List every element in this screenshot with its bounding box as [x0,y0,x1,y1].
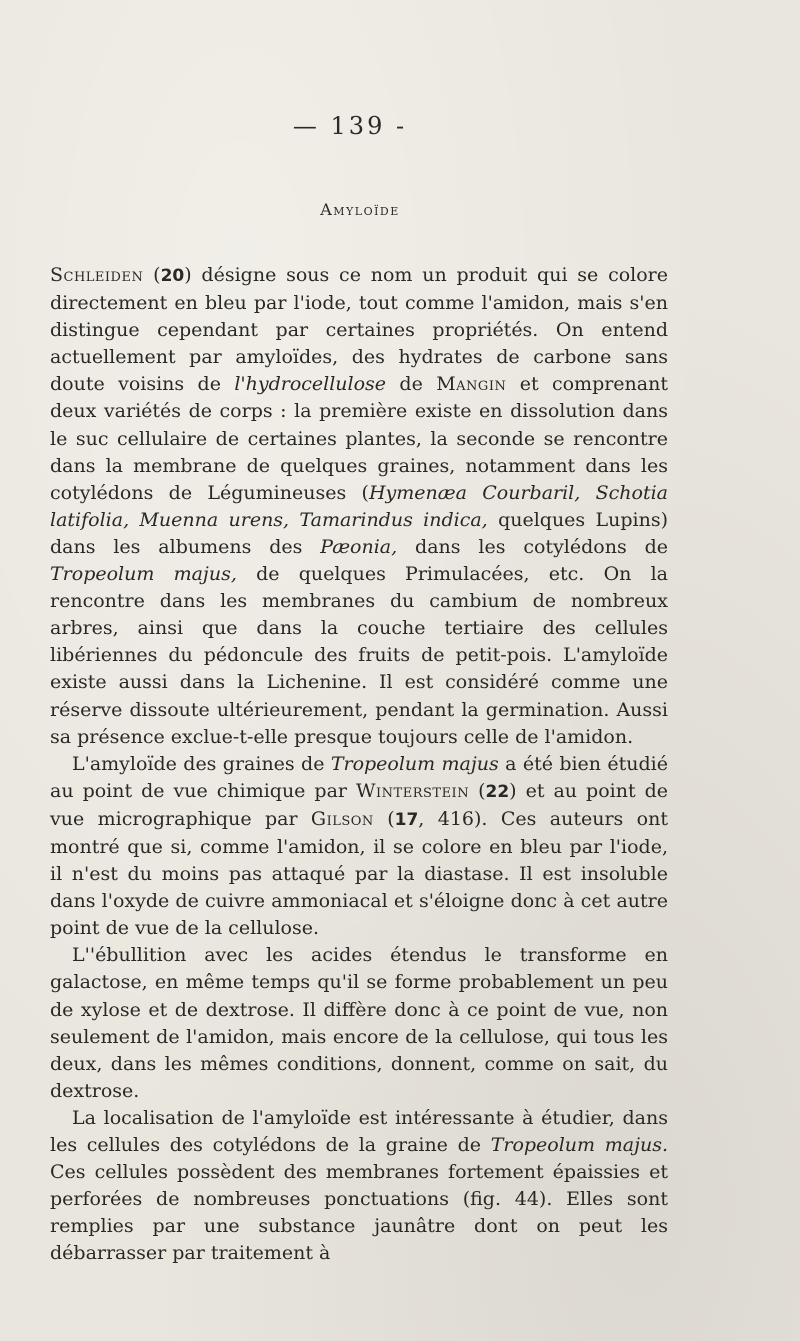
italic-text: l'hydrocellulose [234,373,387,396]
text-segment: et comprenant deux variétés de corps : la première existe en dissolution dans le suc cellulaire de certaines plantes, la seconde se rencontre dans la membrane de quelques graines, notamment dans les cotylédons de Légumineuses ( [50,373,668,504]
paragraph-3 [50,942,668,1105]
text-segment: ( [143,264,161,286]
text-segment: ) désigne sous ce nom un produit qui se colore directement en bleu par l'iode, tout comme l'amidon, mais s'en distingue cependant par certaines propriétés. On entend actuellement par amyloïdes, des hydrates de carbone sans doute voisins de [50,264,669,396]
text-segment: L'amyloïde des graines de [72,752,331,775]
text-segment: , 416). Ces auteurs ont montré que si, comme l'amidon, il se colore en bleu par l'iode, il n'est du moins pas attaqué par la diastase. Il est insoluble dans l'oxyde de cuivre ammoniacal et s'éloigne donc à cet autre point de vue de la cellulose. [50,807,668,940]
text-segment: a été bien étudié au point de vue chimique par [50,752,668,802]
body-text [50,262,668,1267]
text-segment: L''ébullition avec les acides étendus le transforme en galactose, en même temps qu'il se forme probablement un peu de xylose et de dextrose. Il diffère donc à ce point de vue, non seulement de l'amidon, mais encore de la cellulose, qui tous les deux, dans les mêmes conditions, donnent, comme on sait, du dextrose. [50,944,668,1102]
text-segment: quelques Lupins) dans les albumens des [50,508,668,558]
paragraph-2 [50,751,668,943]
italic-text: Pæonia, [320,535,398,558]
text-segment: ( [373,807,395,830]
italic-text: Hymenæa Courbaril, Schotia latifolia, Muenna urens, Tamarindus indica, [50,481,668,531]
text-segment: de [386,373,437,396]
paragraph-4 [50,1105,668,1268]
text-segment: dans les cotylédons de [397,535,668,558]
italic-text: Tropeolum majus, [50,563,237,586]
text-segment: ) et au point de vue micrographique par [50,779,668,830]
page-number: — 139 - [292,112,408,140]
text-segment: La localisation de l'amyloïde est intéressante à étudier, dans les cellules des cotylédons de la graine de [50,1106,668,1156]
italic-text: Tropeolum majus. [490,1134,668,1156]
paragraph-1 [50,262,668,751]
author-name: Schleiden [50,264,144,286]
author-name: Mangin [436,373,507,396]
italic-text: Tropeolum majus [330,752,499,775]
text-segment: ( [469,779,486,802]
reference-number: 17 [394,809,419,830]
reference-number: 22 [485,781,510,802]
text-segment: Ces cellules possèdent des membranes fortement épaissies et perforées de nombreuses ponctuations (fig. 44). Elles sont remplies par une substance jaunâtre dont on peut les débarrasser par traitement à [50,1161,668,1265]
author-name: Winterstein [356,779,470,802]
section-title: Amyloïde [320,200,400,219]
reference-number: 20 [160,266,185,286]
author-name: Gilson [310,807,374,830]
text-segment: de quelques Primulacées, etc. On la rencontre dans les membranes du cambium de nombreux arbres, ainsi que dans la couche tertiaire des cellules libériennes du pédoncule des fruits de petit-pois. L'amyloïde existe aussi dans la Lichenine. Il est considéré comme une réserve dissoute ultérieurement, pendant la germination. Aussi sa présence exclue-t-elle presque toujours celle de l'amidon. [50,563,669,748]
